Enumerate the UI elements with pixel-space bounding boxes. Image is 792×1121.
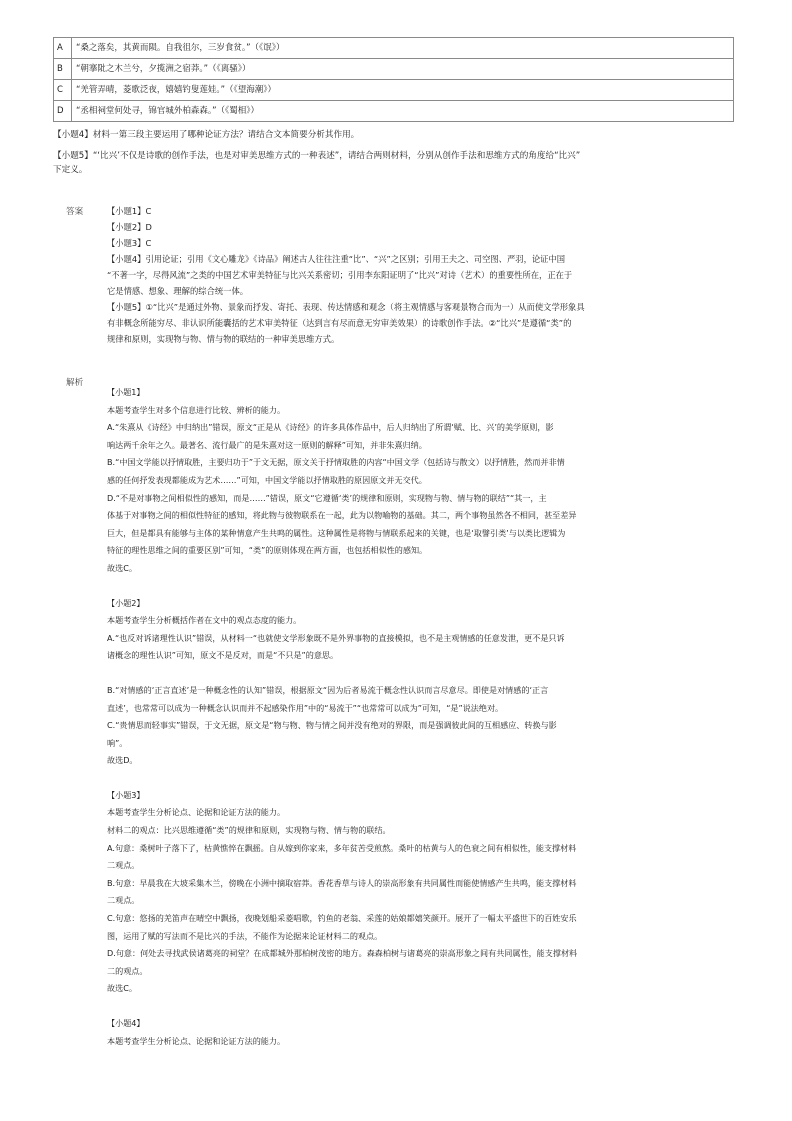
explanation-line: 特征的理性思维之间的重要区别”可知，“类”的原则体现在两方面，也包括相似性的感知。: [107, 545, 428, 556]
explanation-line: A.“也反对诉诸理性认识”错误，从材料一“也就使文学形象既不是外界事物的直接模拟，也不是主观情感的任意发泄，更不是只诉: [107, 632, 565, 643]
explanation-label: 解析: [66, 378, 84, 388]
paragraph-gap: [107, 998, 721, 1015]
answer-line: 它是情感、想象、理解的综合统一体。: [107, 286, 249, 296]
explanation-section: [107, 384, 721, 1050]
explanation-line: 本题考查学生分析概括作者在文中的观点态度的能力。: [107, 615, 302, 626]
explanation-line: C.“贵情思而轻事实”错误，于文无据，原文是“物与物、物与情之间并没有绝对的界限，而是强调彼此间的互相感应、转换与影: [107, 720, 557, 731]
explanation-line: 直述’，也常常可以成为一种概念认识而并不起感染作用”中的“易流于”“也常常可以成为”可知，“是”说法绝对。: [107, 702, 504, 713]
option-letter: D: [54, 101, 72, 122]
option-letter: B: [54, 59, 72, 80]
answer-line: 【小题5】①“比兴”是通过外物、景象而抒发、寄托、表现、传达情感和观念（将主观情感与客观景物合而为一）从而使文学形象具: [107, 302, 585, 312]
option-row: [54, 38, 734, 59]
option-row: [54, 59, 734, 80]
explanation-line: 二的观点。: [107, 965, 148, 976]
option-row: [54, 80, 734, 101]
explanation-line: 【小题1】: [107, 387, 145, 397]
option-letter: C: [54, 80, 72, 101]
explanation-line: 故选C。: [107, 562, 137, 573]
question-5-line: 【小题5】“‘比兴’不仅是诗歌的创作手法，也是对审美思维方式的一种表述”，请结合两则材料，分别从创作手法和思维方式的角度给“比兴”: [53, 151, 581, 161]
option-text: “桑之落矣，其黄而陨。自我徂尔，三岁食贫。”（《氓》）: [72, 38, 734, 59]
paragraph-gap: [107, 770, 721, 787]
question-4: 【小题4】材料一第三段主要运用了哪种论证方法？请结合文本简要分析其作用。: [53, 130, 360, 140]
explanation-line: B.句意：早晨我在大坡采集木兰，傍晚在小洲中摘取宿莽。香花香草与诗人的崇高形象有共同属性而能使情感产生共鸣，能支撑材料: [107, 877, 577, 888]
paragraph-gap: [107, 578, 721, 595]
explanation-line: 本题考查学生分析论点、论据和论证方法的能力。: [107, 1035, 286, 1046]
explanation-line: 【小题4】: [107, 1018, 145, 1028]
explanation-line: B.“中国文学能以抒情取胜，主要归功于”于文无据，原文关于抒情取胜的内容“中国文学（包括诗与散文）以抒情胜，然而并非情: [107, 457, 565, 468]
answer-line: 【小题2】D: [107, 222, 152, 232]
explanation-line: 感的任何抒发表现都能成为艺术……”可知，中国文学能以抒情取胜的原因原文并无交代。: [107, 474, 427, 485]
option-row: [54, 101, 734, 122]
option-text: “羌管弄晴，菱歌泛夜，嬉嬉钓叟莲娃。”（《望海潮》）: [72, 80, 734, 101]
explanation-line: 响”。: [107, 737, 128, 748]
explanation-line: 体基于对事物之间的相似性特征的感知，将此物与彼物联系在一起，此为以物喻物的基础。其二，两个事物虽然各不相同，甚至差异: [107, 510, 577, 521]
explanation-line: 本题考查学生分析论点、论据和论证方法的能力。: [107, 807, 286, 818]
explanation-line: 【小题3】: [107, 789, 145, 800]
explanation-line: D.句意：何处去寻找武侯诸葛亮的祠堂？在成都城外那柏树茂密的地方。森森柏树与诸葛亮的崇高形象之间有共同属性，能支撑材料: [107, 948, 578, 959]
paragraph-gap: [107, 665, 721, 682]
explanation-line: 图，运用了赋的写法而不是比兴的手法，不能作为论据来论证材料二的观点。: [107, 930, 383, 941]
explanation-line: A.句意：桑树叶子落下了，枯黄憔悴在飘摇。自从嫁到你家来，多年贫苦受煎熬。桑叶的枯黄与人的色衰之间有相似性，能支撑材料: [107, 842, 577, 853]
explanation-line: 材料二的观点：比兴思维遵循“类”的规律和原则，实现物与物、情与物的联结。: [107, 825, 391, 836]
answer-line: 【小题1】C: [107, 206, 152, 216]
option-text: “丞相祠堂何处寻，锦官城外柏森森。”（《蜀相》）: [72, 101, 734, 122]
explanation-line: D.“不是对事物之间相似性的感知，而是……”错误，原文“它遵循‘类’的规律和原则，实现物与物、情与物的联结”“其一，主: [107, 492, 547, 503]
explanation-line: 二观点。: [107, 860, 140, 871]
explanation-line: 诸概念的理性认识”可知，原文不是反对，而是“不只是”的意思。: [107, 650, 339, 661]
explanation-line: 故选C。: [107, 983, 137, 994]
explanation-line: 二观点。: [107, 895, 140, 906]
question-5-line: 下定义。: [53, 165, 88, 175]
options-table: [53, 37, 734, 122]
question-5: [53, 149, 753, 177]
option-letter: A: [54, 38, 72, 59]
answer-line: 有非概念所能穷尽、非认识所能囊括的艺术审美特征（达到言有尽而意无穷审美效果）的诗歌创作手法。②“比兴”是遵循“类”的: [107, 318, 572, 328]
answer-line: “不著一字，尽得风流”之类的中国艺术审美特征与比兴关系密切；引用李东阳证明了“比兴”对诗（艺术）的重要性所在，正在于: [107, 270, 573, 280]
explanation-line: 本题考查学生对多个信息进行比较、辨析的能力。: [107, 404, 286, 415]
explanation-line: 巨大，但是都具有能够与主体的某种情意产生共鸣的属性。这种属性是将物与情联系起来的关键，也是‘取譬引类’与以类比逻辑为: [107, 527, 566, 538]
answer-line: 【小题4】引用论证；引用《文心雕龙》《诗品》阐述古人往往注重“比”、“兴”之区别；引用王夫之、司空图、严羽，论证中国: [107, 254, 566, 264]
option-text: “朝搴阰之木兰兮，夕揽洲之宿莽。”（《离骚》）: [72, 59, 734, 80]
explanation-line: 响达两千余年之久。最著名、流行最广的是朱熹对这一原则的解释”可知，并非朱熹归纳。: [107, 439, 427, 450]
answer-label: 答案: [66, 207, 84, 217]
answer-section: [107, 203, 720, 347]
answer-line: 【小题3】C: [107, 238, 152, 248]
answer-line: 规律和原则，实现物与物、情与物的联结的一种审美思维方式。: [107, 334, 340, 344]
explanation-line: C.句意：悠扬的羌笛声在晴空中飘扬，夜晚划船采菱唱歌，钓鱼的老翁、采莲的姑娘都嬉笑颜开。展开了一幅太平盛世下的百姓安乐: [107, 913, 577, 924]
explanation-line: 【小题2】: [107, 597, 145, 608]
explanation-line: A.“朱熹从《诗经》中归纳出”错误，原文“正是从《诗经》的许多具体作品中，后人归纳出了所谓‘赋、比、兴’的美学原则，影: [107, 422, 554, 433]
explanation-line: 故选D。: [107, 755, 138, 766]
explanation-line: B.“对情感的‘正言直述’是一种概念性的认知”错误，根据原文“因为后者易流于概念性认识而言尽意尽。即使是对情感的‘正言: [107, 684, 549, 695]
